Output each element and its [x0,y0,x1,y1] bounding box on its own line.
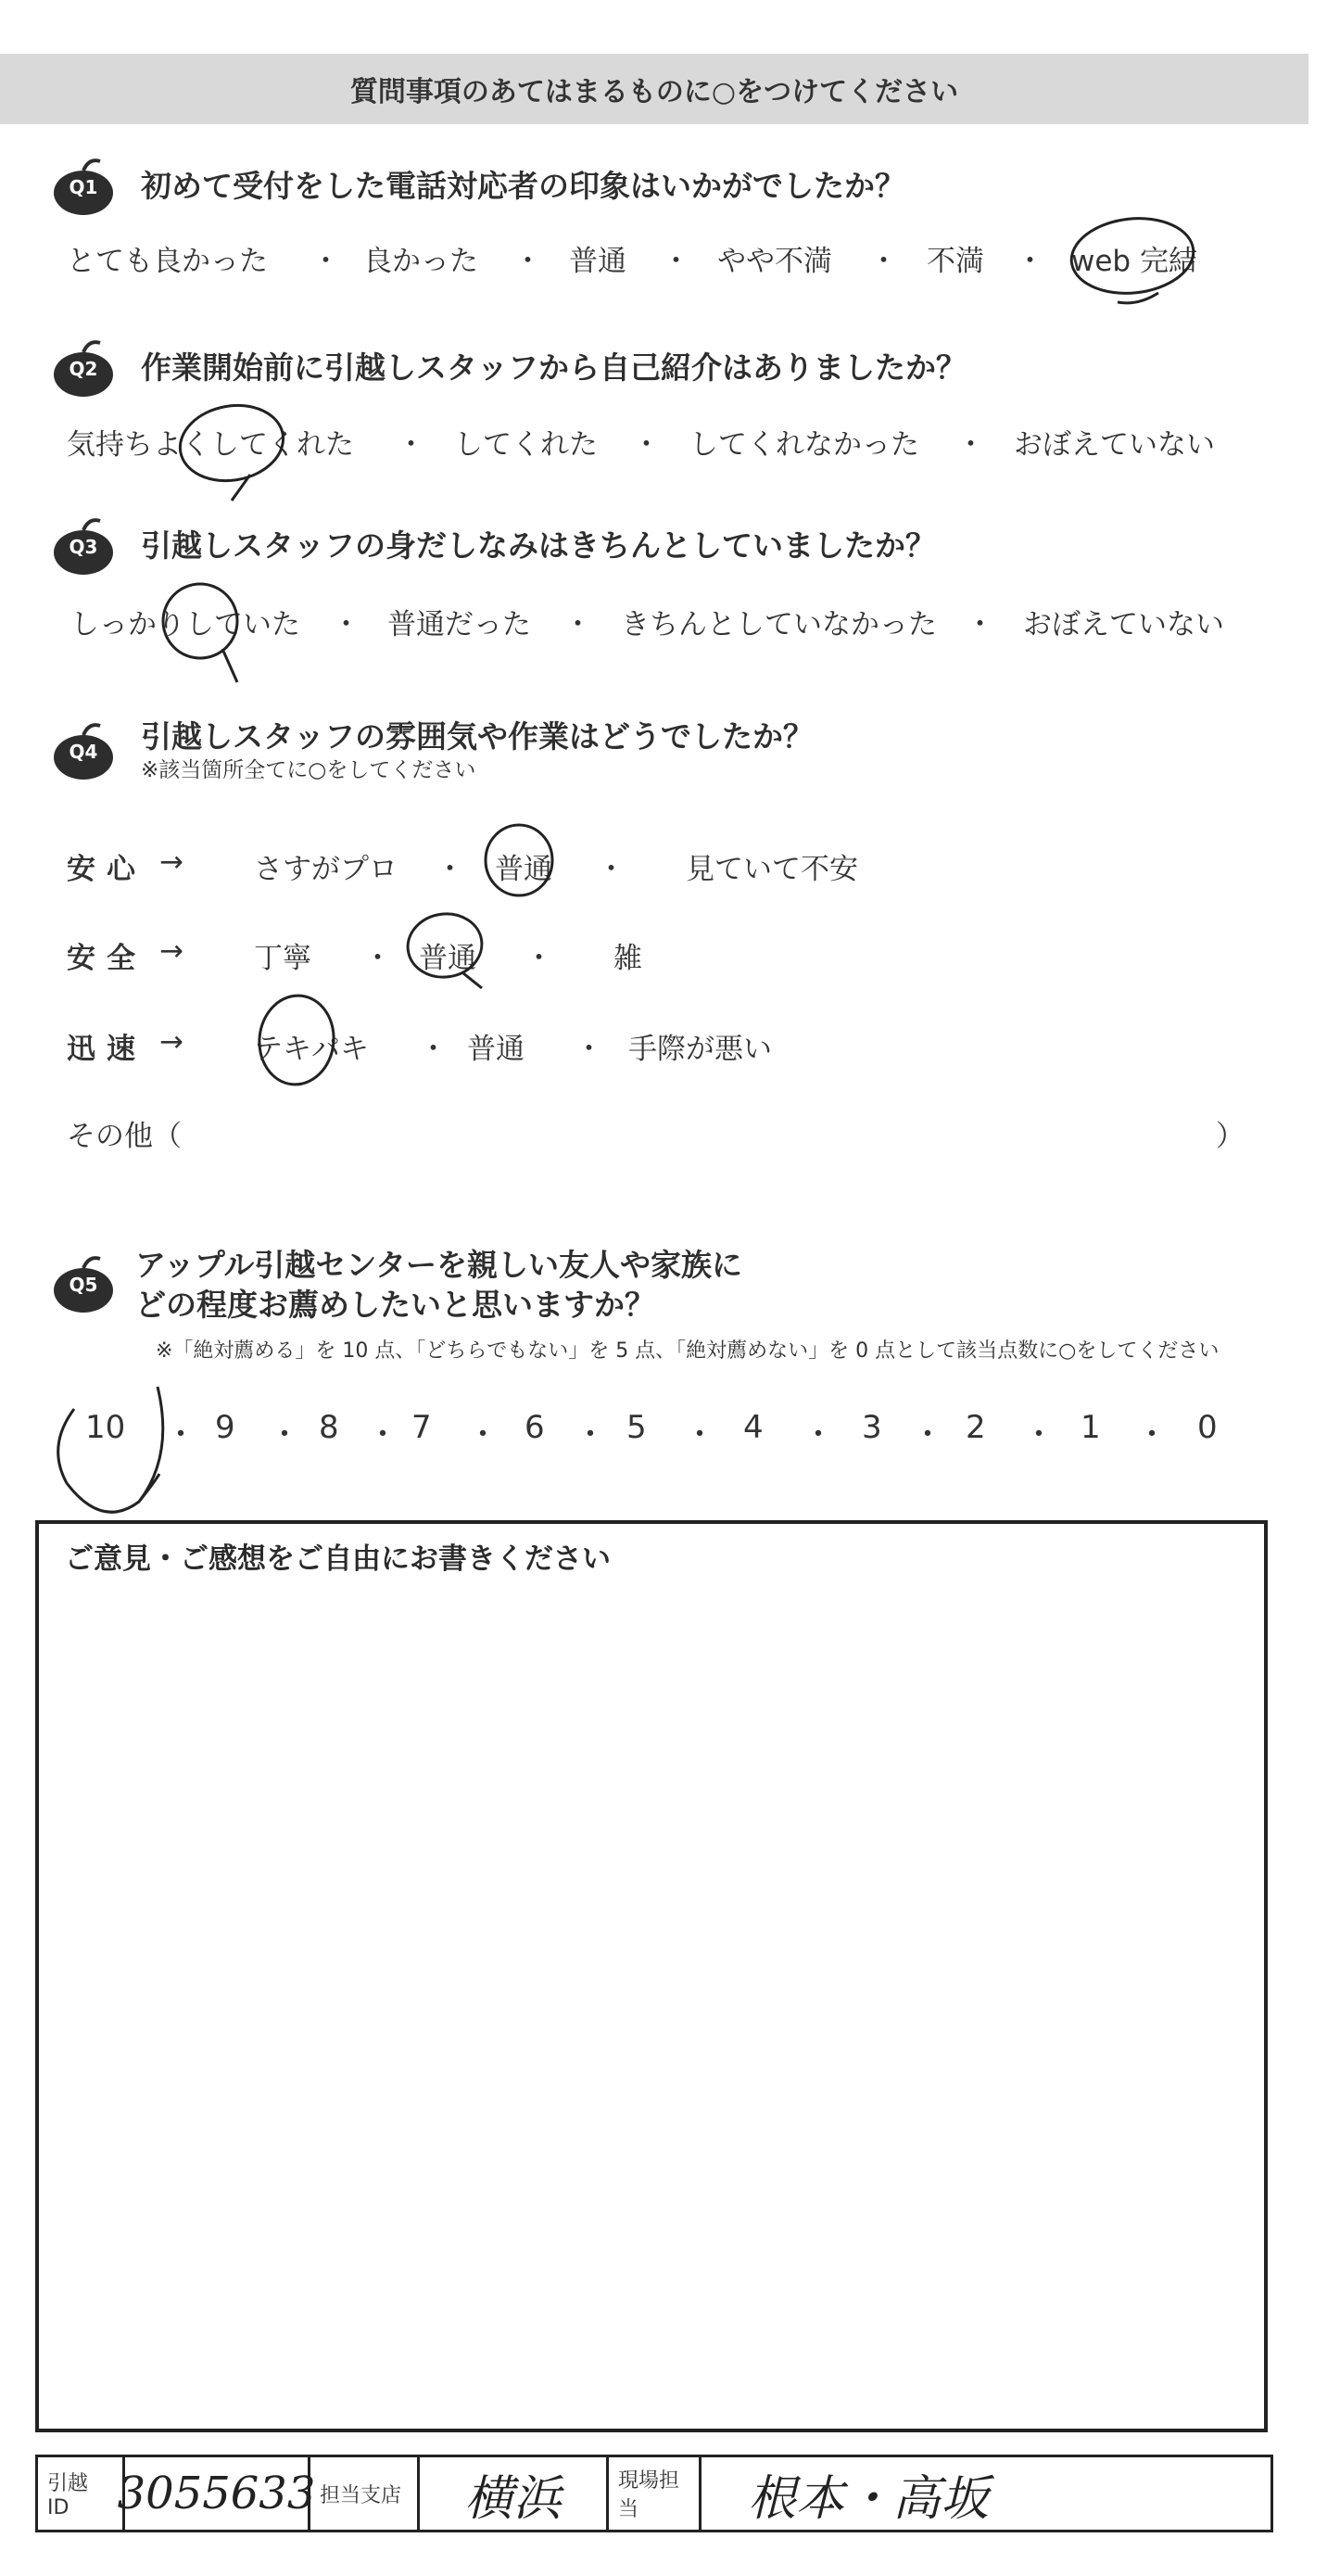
branch-label: 担当支店 [320,2483,402,2507]
question-number: Q2 [69,358,98,380]
option-q3-2[interactable]: 普通だった [387,608,531,641]
score-7[interactable]: 7 [411,1409,432,1446]
question-number: Q3 [69,536,98,558]
score-4[interactable]: 4 [743,1409,764,1446]
circle-mark-q3-tail [222,649,237,682]
option-anzen-3[interactable]: 雑 [613,942,642,975]
arrow-icon: → [159,845,183,879]
question-number: Q5 [69,1274,98,1296]
circle-mark-q5 [58,1387,163,1512]
score-10[interactable]: 10 [85,1409,126,1446]
option-q1-4[interactable]: やや不満 [717,245,832,278]
option-q1-2[interactable]: 良かった [363,245,478,278]
question-number: Q1 [69,176,98,198]
option-q3-3[interactable]: きちんとしていなかった [621,608,937,641]
option-q1-3[interactable]: 普通 [569,245,626,278]
other-close: ） [1216,1120,1245,1153]
question-5-header [48,1246,742,1326]
branch-value: 横浜 [464,2470,562,2527]
comments-box[interactable] [35,1520,1268,2432]
option-anzen-2[interactable]: 普通 [419,942,476,975]
option-q2-2[interactable]: してくれた [454,428,598,462]
option-jinsoku-1[interactable]: テキパキ [254,1033,369,1066]
other-label: その他（ [67,1120,182,1153]
option-q2-3[interactable]: してくれなかった [689,428,919,462]
question-number: Q4 [69,741,98,764]
footer-info [35,2455,1273,2532]
staff-value: 根本・高坂 [748,2470,990,2527]
question-2-header [48,337,967,399]
option-jinsoku-2[interactable]: 普通 [467,1033,525,1066]
score-9[interactable]: 9 [215,1409,235,1446]
question-text: 引越しスタッフの身だしなみはきちんとしていましたか？ [141,527,936,564]
arrow-icon: → [159,1025,183,1059]
move-id-label: 引越 ID [47,2472,89,2519]
question-4-header [48,717,814,785]
header-banner [0,54,1308,124]
question-text: 引越しスタッフの雰囲気や作業はどうでしたか？ [141,718,814,755]
question-3-header [48,515,936,577]
option-anshin-1[interactable]: さすがプロ [254,853,398,886]
circle-mark-q1-tail [1118,293,1158,303]
question-note: ※該当箇所全てに○をしてください [141,757,476,782]
question-text-line1: アップル引越センターを親しい友人や家族に [135,1247,743,1283]
comments-title: ご意見・ご感想をご自由にお書きください [65,1542,611,1576]
option-q3-4[interactable]: おぼえていない [1023,608,1224,641]
score-8[interactable]: 8 [319,1409,339,1446]
apple-icon [48,1253,119,1314]
score-1[interactable]: 1 [1081,1409,1101,1446]
option-q3-1[interactable]: しっかりしていた [70,608,300,641]
option-anzen-1[interactable]: 丁寧 [254,942,311,975]
staff-label: 現場担当 [618,2469,680,2521]
arrow-icon: → [159,934,183,968]
option-q1-5[interactable]: 不満 [927,245,984,278]
question-text: 作業開始前に引越しスタッフから自己紹介はありましたか？ [141,349,967,386]
score-6[interactable]: 6 [525,1409,545,1446]
score-2[interactable]: 2 [966,1409,986,1446]
option-q2-1[interactable]: 気持ちよくしてくれた [67,428,354,462]
option-q1-1[interactable]: とても良かった [67,245,268,278]
option-q1-6[interactable]: web 完結 [1071,245,1197,278]
question-text-line2: どの程度お薦めしたいと思いますか？ [135,1286,655,1323]
option-q2-4[interactable]: おぼえていない [1014,428,1215,462]
score-3[interactable]: 3 [862,1409,882,1446]
apple-icon [48,720,119,781]
score-5[interactable]: 5 [626,1409,647,1446]
apple-icon [48,156,119,217]
question-5-note: ※「絶対薦める」を 10 点、「どちらでもない」を 5 点、「絶対薦めない」を 0 点として該当点数に○をしてください [156,1339,1220,1363]
option-jinsoku-3[interactable]: 手際が悪い [628,1033,772,1066]
option-anshin-3[interactable]: 見ていて不安 [686,853,858,886]
question-1-header [48,156,905,217]
score-0[interactable]: 0 [1197,1409,1218,1446]
apple-icon [48,515,119,577]
move-id-value: 3055633 [117,2468,316,2519]
option-anshin-2[interactable]: 普通 [495,853,552,886]
q4-row-label: 安心 [67,853,146,886]
apple-icon [48,337,119,399]
q4-row-label: 迅速 [67,1033,146,1066]
circle-mark-q2-tail [232,475,250,501]
question-text: 初めて受付をした電話対応者の印象はいかがでしたか？ [141,167,905,204]
q4-row-label: 安全 [67,942,146,975]
circle-mark-q5-tail [139,1474,159,1502]
header-title: 質問事項のあてはまるものに○をつけてください [349,76,959,108]
